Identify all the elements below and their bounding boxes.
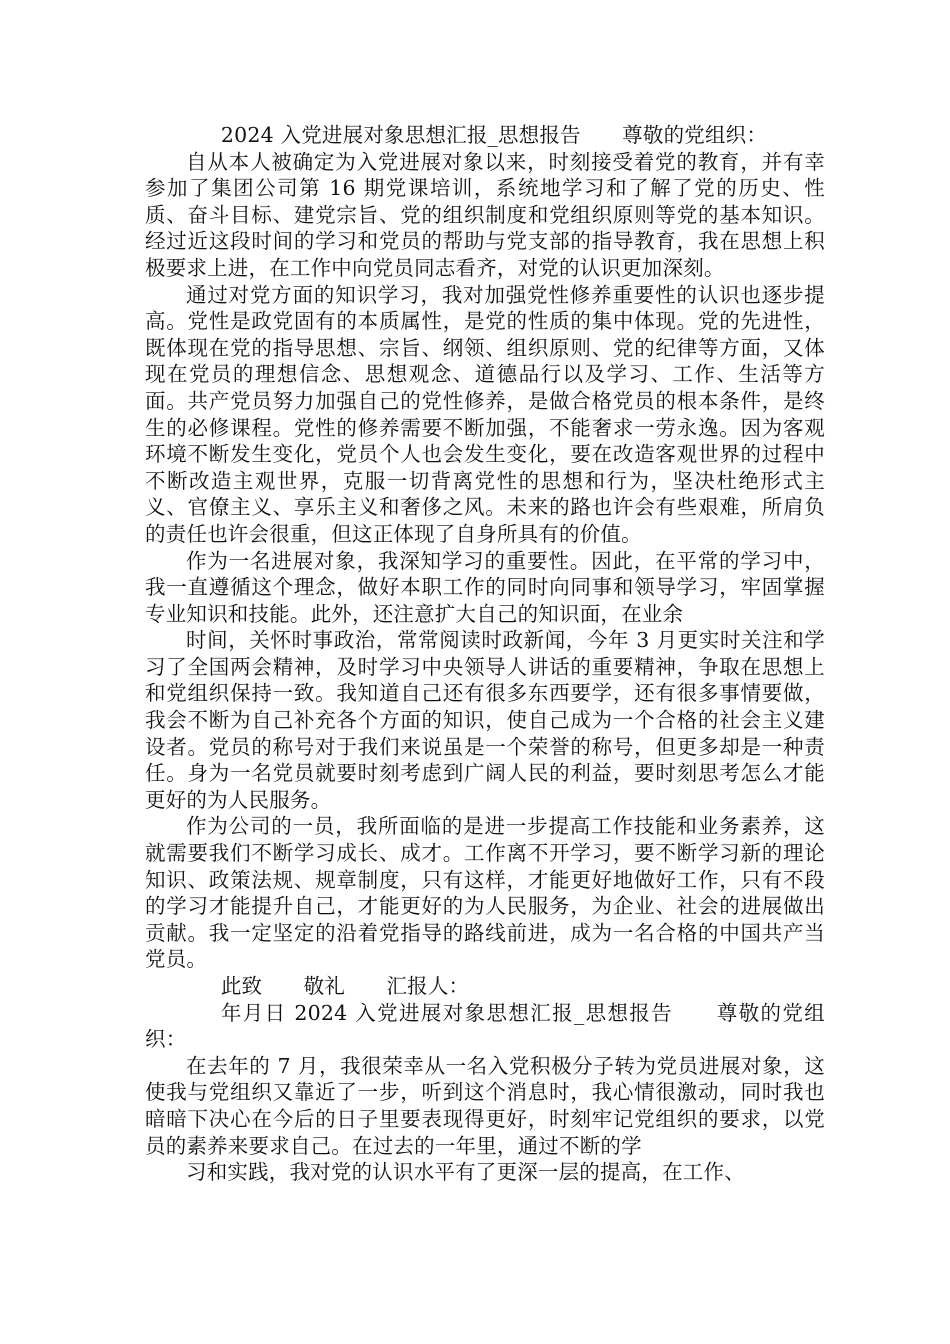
paragraph-company-role: 作为公司的一员，我所面临的是进一步提高工作技能和业务素养，这就需要我们不断学习成长、成才。工作离不开学习，要不断学习新的理论知识、政策法规、规章制度，只有这样，才能更好地做好工作，只有不段的学习才能提升自己，才能更好的为人民服务，为企业、社会的进展做出贡献。我一定坚定的沿着党指导的路线前进，成为一名合格的中国共产当党员。	[145, 814, 825, 972]
paragraph-party-spirit: 通过对党方面的知识学习，我对加强党性修养重要性的认识也逐步提高。党性是政党固有的本质属性，是党的性质的集中体现。党的先进性，既体现在党的指导思想、宗旨、纲领、组织原则、党的纪律等方面，又体现在党员的理想信念、思想观念、道德品行以及学习、工作、生活等方面。共产党员努力加强自己的党性修养，是做合格党员的根本条件，是终生的必修课程。党性的修养需要不断加强，不能奢求一劳永逸。因为客观环境不断发生变化，党员个人也会发生变化，要在改造客观世界的过程中不断改造主观世界，克服一切背离党性的思想和行为，坚决杜绝形式主义、官僚主义、享乐主义和奢侈之风。未来的路也许会有些艰难，所肩负的责任也许会很重，但这正体现了自身所具有的价值。	[145, 282, 825, 546]
paragraph-second-report-intro: 在去年的 7 月，我很荣幸从一名入党积极分子转为党员进展对象，这使我与党组织又靠近了一步，听到这个消息时，我心情很激动，同时我也暗暗下决心在今后的日子里要表现得更好，时刻牢记党组织的要求，以党员的素养来要求自己。在过去的一年里，通过不断的学	[145, 1053, 825, 1158]
closing-salutation: 此致 敬礼 汇报人：	[220, 974, 470, 998]
date-and-second-heading: 年月日 2024 入党进展对象思想汇报_思想报告 尊敬的党组织：	[145, 1000, 825, 1052]
paragraph-second-report-continued: 习和实践，我对党的认识水平有了更深一层的提高，在工作、	[186, 1160, 745, 1185]
report-heading-line: 2024 入党进展对象思想汇报_思想报告 尊敬的党组织：	[220, 123, 768, 147]
paragraph-study: 作为一名进展对象，我深知学习的重要性。因此，在平常的学习中，我一直遵循这个理念，做好本职工作的同时向同事和领导学习，牢固掌握专业知识和技能。此外，还注意扩大自己的知识面，在业余	[145, 548, 825, 626]
paragraph-intro: 自从本人被确定为入党进展对象以来，时刻接受着党的教育，并有幸参加了集团公司第 16 期党课培训，系统地学习和了解了党的历史、性质、奋斗目标、建党宗旨、党的组织制度和党组织原则等党的基本知识。经过近这段时间的学习和党员的帮助与党支部的指导教育，我在思想上积极要求上进，在工作中向党员同志看齐，对党的认识更加深刻。	[145, 149, 825, 280]
document-body	[145, 122, 825, 1186]
paragraph-current-affairs: 时间，关怀时事政治，常常阅读时政新闻，今年 3 月更实时关注和学习了全国两会精神，及时学习中央领导人讲话的重要精神，争取在思想上和党组织保持一致。我知道自己还有很多东西要学，还有很多事情要做，我会不断为自己补充各个方面的知识，使自己成为一个合格的社会主义建设者。党员的称号对于我们来说虽是一个荣誉的称号，但更多却是一种责任。身为一名党员就要时刻考虑到广阔人民的利益，要时刻思考怎么才能更好的为人民服务。	[145, 628, 825, 812]
